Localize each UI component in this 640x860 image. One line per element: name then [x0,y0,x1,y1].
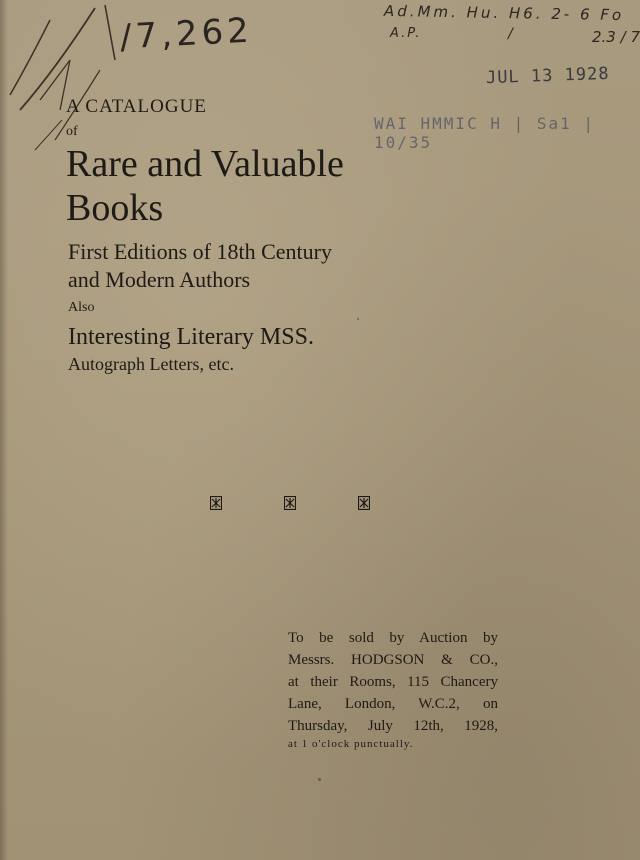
handwritten-number: /7,262 [119,10,254,58]
title-line-1: Rare and Valuable [66,143,344,185]
subtitle [68,238,332,294]
sale-time: at 1 o'clock punctually. [288,738,414,750]
ornament-icon [358,496,370,510]
paper-speck [318,778,321,781]
sale-line-5: Thursday, July 12th, 1928, [288,718,498,734]
handwritten-fraction: 2.3 / 7 [592,28,640,46]
title-line-2: Books [66,187,164,229]
catalogue-heading: A CATALOGUE [66,96,207,117]
sale-line-1: To be sold by Auction by [288,630,498,646]
sale-line-2: Messrs. HODGSON & CO., [288,652,498,668]
ornament-icon [210,496,222,510]
library-code-stamp: WAI HMMIC H | Sa1 | 10/35 [374,114,596,152]
page-title [66,142,344,230]
handwritten-note-2: A.P. [390,26,422,41]
handwritten-slash: / [508,26,513,42]
subtitle-line-2: and Modern Authors [68,267,251,292]
mss-heading: Interesting Literary MSS. [68,324,314,350]
handwritten-note-1: Ad.Mm. Hu. H6. 2- 6 Fo [383,1,625,25]
printer-ornaments [210,496,370,516]
date-stamp: JUL 13 1928 [485,63,610,89]
paper-speck [357,318,359,320]
subtitle-line-1: First Editions of 18th Century [68,239,332,264]
letters-text: Autograph Letters, etc. [68,354,234,374]
also-text: Also [68,300,95,315]
ornament-icon [284,496,296,510]
sale-line-4: Lane, London, W.C.2, on [288,696,498,712]
sale-details [288,627,498,737]
sale-line-3: at their Rooms, 115 Chancery [288,674,498,690]
of-text: of [66,124,78,139]
